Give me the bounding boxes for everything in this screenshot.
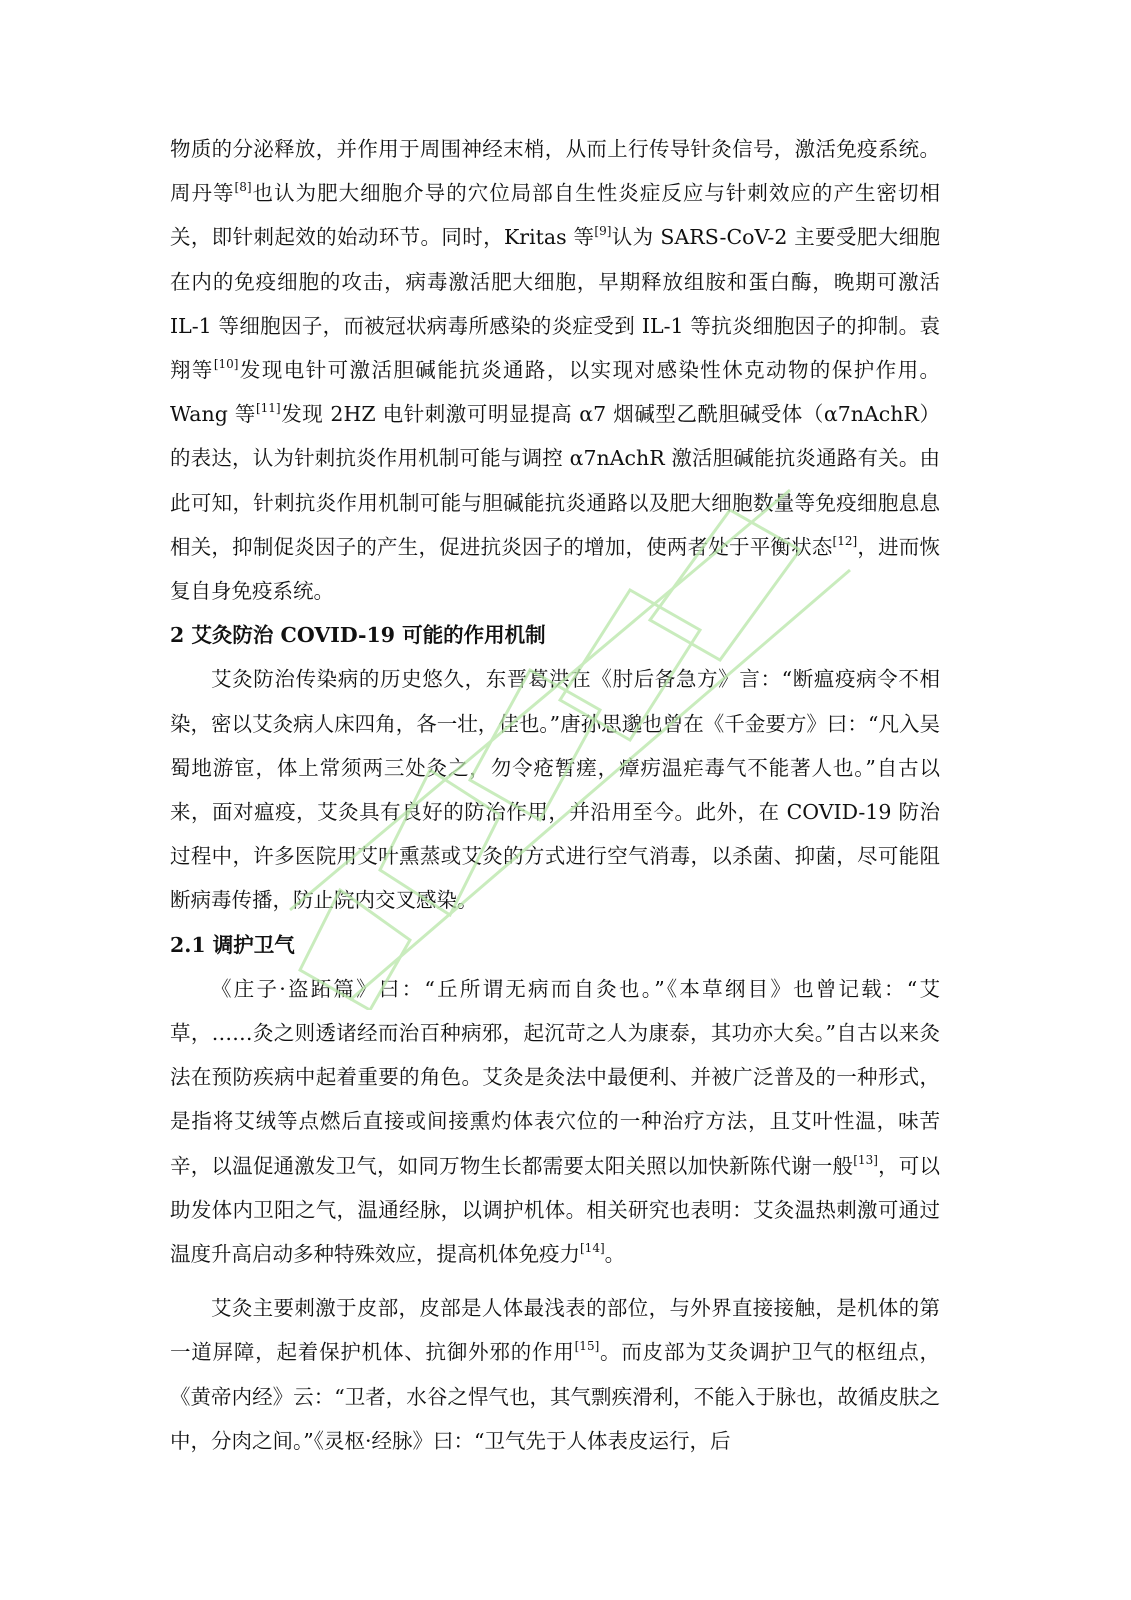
- citation-superscript: [12]: [832, 533, 858, 548]
- citation-superscript: [11]: [255, 401, 281, 416]
- paragraph-acupuncture-mechanism: 物质的分泌释放，并作用于周围神经末梢，从而上行传导针灸信号，激活免疫系统。周丹等[8]也认为肥大细胞介导的穴位局部自生性炎症反应与针刺效应的产生密切相关，即针刺起效的始动环节。同时，Kritas 等[9]认为 SARS-CoV-2 主要受肥大细胞在内的免疫细胞的攻击，病毒激活肥大细胞，早期释放组胺和蛋白酶，晚期可激活 IL-1 等细胞因子，而被冠状病毒所感染的炎症受到 IL-1 等抗炎细胞因子的抑制。袁翔等[10]发现电针可激活胆碱能抗炎通路，以实现对感染性休克动物的保护作用。Wang 等[11]发现 2HZ 电针刺激可明显提高 α7 烟碱型乙酰胆碱受体（α7nAchR）的表达，认为针刺抗炎作用机制可能与调控 α7nAchR 激活胆碱能抗炎通路有关。由此可知，针刺抗炎作用机制可能与胆碱能抗炎通路以及肥大细胞数量等免疫细胞息息相关，抑制促炎因子的产生，促进抗炎因子的增加，使两者处于平衡状态[12]，进而恢复自身免疫系统。: [170, 137, 941, 604]
- paragraph-skin-region: 艾灸主要刺激于皮部，皮部是人体最浅表的部位，与外界直接接触，是机体的第一道屏障，起着保护机体、抗御外邪的作用[15]。而皮部为艾灸调护卫气的枢纽点，《黄帝内经》云：“卫者，水谷之悍气也，其气剽疾滑利，不能入于脉也，故循皮肤之中，分肉之间。”《灵枢·经脉》曰：“卫气先于人体表皮运行，后: [170, 1296, 941, 1453]
- citation-superscript: [14]: [580, 1241, 605, 1256]
- paragraph-wei-qi: 《庄子·盗跖篇》曰：“丘所谓无病而自灸也。”《本草纲目》也曾记载：“艾草，……灸之则透诸经而治百种病邪，起沉苛之人为康泰，其功亦大矣。”自古以来灸法在预防疾病中起着重要的角色。艾灸是灸法中最便利、并被广泛普及的一种形式，是指将艾绒等点燃后直接或间接熏灼体表穴位的一种治疗方法，且艾叶性温，味苦辛，以温促通激发卫气，如同万物生长都需要太阳关照以加快新陈代谢一般[13]，可以助发体内卫阳之气，温通经脉，以调护机体。相关研究也表明：艾灸温热刺激可通过温度升高启动多种特殊效应，提高机体免疫力[14]。: [170, 976, 941, 1267]
- citation-superscript: [13]: [853, 1152, 878, 1167]
- section-heading-2: 2 艾灸防治 COVID-19 可能的作用机制: [170, 623, 546, 648]
- citation-superscript: [15]: [574, 1339, 600, 1354]
- citation-superscript: [8]: [234, 180, 252, 195]
- citation-superscript: [10]: [213, 357, 239, 372]
- citation-superscript: [9]: [594, 224, 612, 239]
- paragraph-moxibustion-history: 艾灸防治传染病的历史悠久，东晋葛洪在《肘后备急方》言：“断瘟疫病令不相染，密以艾灸病人床四角，各一壮，佳也。”唐孙思邈也曾在《千金要方》曰：“凡入吴蜀地游宦，体上常须两三处灸之，勿令疮暂瘥，瘴疠温疟毒气不能著人也。”自古以来，面对瘟疫，艾灸具有良好的防治作用，并沿用至今。此外，在 COVID-19 防治过程中，许多医院用艾叶熏蒸或艾灸的方式进行空气消毒，以杀菌、抑菌，尽可能阻断病毒传播，防止院内交叉感染。: [170, 667, 940, 913]
- subsection-heading-2-1: 2.1 调护卫气: [170, 932, 295, 957]
- document-body: [170, 127, 940, 1463]
